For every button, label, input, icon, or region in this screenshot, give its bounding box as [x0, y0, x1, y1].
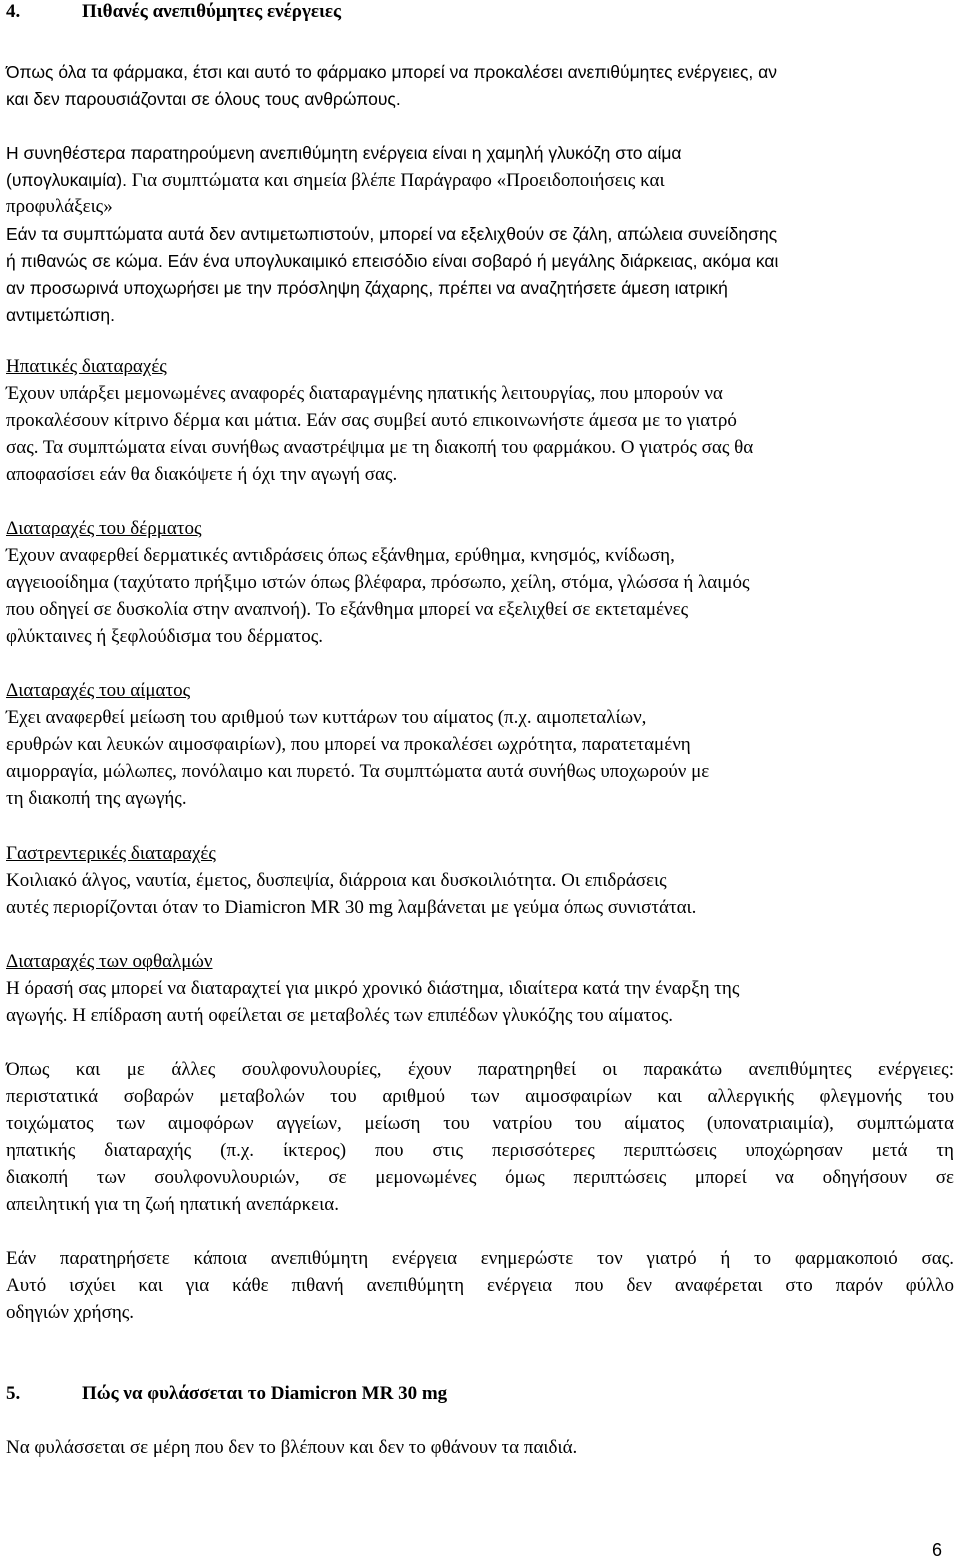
section-4-heading	[6, 0, 341, 24]
notice-line-3: οδηγιών χρήσης.	[6, 1302, 135, 1323]
eye-heading: Διαταραχές των οφθαλμών	[6, 951, 213, 972]
notice-line-1: Εάν παρατηρήσετε κάποια ανεπιθύμητη ενέργεια ενημερώστε τον γιατρό ή το φαρμακοποιό σας.	[6, 1248, 954, 1269]
liver-line-2	[6, 409, 737, 433]
liver-line-2a: προκαλέσουν κίτρινο δέρμα και μάτια.	[6, 410, 302, 431]
blood-line-2: ερυθρών και λευκών αιμοσφαιρίων), που μπορεί να προκαλέσει ωχρότητα, παρατεταμένη	[6, 734, 691, 755]
hypo-line-4: Εάν τα συμπτώματα αυτά δεν αντιμετωπιστούν, μπορεί να εξελιχθούν σε ζάλη, απώλεια συνείδησης	[6, 224, 778, 244]
liver-line-4: αποφασίσει εάν θα διακόψετε ή όχι την αγωγή σας.	[6, 464, 398, 485]
gastro-heading: Γαστρεντερικές διαταραχές	[6, 843, 216, 864]
gastro-line-2: αυτές περιορίζονται όταν το Diamicron MR 30 mg λαμβάνεται με γεύμα όπως συνιστάται.	[6, 897, 697, 918]
gastro-line-1: Κοιλιακό άλγος, ναυτία, έμετος, δυσπεψία, διάρροια και δυσκοιλιότητα. Οι επιδράσεις	[6, 870, 667, 891]
sulfonyl-line-5: διακοπή των σουλφονυλουριών, σε μεμονωμένες όμως περιπτώσεις μπορεί να οδηγήσουν σε	[6, 1167, 954, 1188]
hypo-line-5b: Εάν ένα υπογλυκαιμικό επεισόδιο είναι σοβαρό ή μεγάλης διάρκειας, ακόμα και	[167, 251, 779, 271]
blood-heading: Διαταραχές του αίματος	[6, 680, 191, 701]
skin-line-2: αγγειοοίδημα (ταχύτατο πρήξιμο ιστών όπως βλέφαρα, πρόσωπο, χείλη, στόμα, γλώσσα ή λαιμός	[6, 572, 750, 593]
liver-line-1: Έχουν υπάρξει μεμονωμένες αναφορές διαταραγμένης ηπατικής λειτουργίας, που μπορούν να	[6, 383, 723, 404]
sulfonyl-line-2: περιστατικά σοβαρών μεταβολών του αριθμού των αιμοσφαιρίων και αλλεργικής φλεγμονής του	[6, 1086, 954, 1107]
liver-line-2b: Εάν σας συμβεί αυτό επικοινωνήστε άμεσα με το γιατρό	[306, 410, 737, 431]
section-number: 4.	[6, 1, 21, 22]
hypo-line-1: Η συνηθέστερα παρατηρούμενη ανεπιθύμητη ενέργεια είναι η χαμηλή γλυκόζη στο αίμα	[6, 143, 682, 163]
hypo-line-3: προφυλάξεις»	[6, 196, 113, 217]
skin-line-3: που οδηγεί σε δυσκολία στην αναπνοή). Το εξάνθημα μπορεί να εξελιχθεί σε εκτεταμένες	[6, 599, 689, 620]
eye-line-1: Η όρασή σας μπορεί να διαταραχτεί για μικρό χρονικό διάστημα, ιδιαίτερα κατά την έναρξη της	[6, 978, 740, 999]
hypo-line-7: αντιμετώπιση.	[6, 305, 115, 325]
blood-line-1: Έχει αναφερθεί μείωση του αριθμού των κυττάρων του αίματος (π.χ. αιμοπεταλίων,	[6, 707, 647, 728]
blood-line-3: αιμορραγία, μώλωπες, πονόλαιμο και πυρετό. Τα συμπτώματα αυτά συνήθως υποχωρούν με	[6, 761, 710, 782]
liver-line-3: σας. Τα συμπτώματα είναι συνήθως αναστρέψιμα με τη διακοπή του φαρμάκου. Ο γιατρός σας θα	[6, 437, 754, 458]
skin-heading: Διαταραχές του δέρματος	[6, 518, 202, 539]
liver-heading: Ηπατικές διαταραχές	[6, 356, 167, 377]
hypo-line-5a: ή πιθανώς σε κώμα.	[6, 251, 163, 271]
hypo-line-5	[6, 249, 778, 274]
intro-line-1: Όπως όλα τα φάρμακα, έτσι και αυτό το φάρμακο μπορεί να προκαλέσει ανεπιθύμητες ενέργειες, αν	[6, 62, 777, 82]
hypo-line-2b: Για συμπτώματα και σημεία βλέπε Παράγραφο «Προειδοποιήσεις και	[131, 170, 665, 191]
eye-line-2: αγωγής. Η επίδραση αυτή οφείλεται σε μεταβολές των επιπέδων γλυκόζης του αίματος.	[6, 1005, 674, 1026]
notice-line-2: Αυτό ισχύει και για κάθε πιθανή ανεπιθύμητη ενέργεια που δεν αναφέρεται στο παρόν φύλλο	[6, 1275, 954, 1296]
section-title: Πιθανές ανεπιθύμητες ενέργειες	[82, 1, 341, 22]
page-number: 6	[931, 1540, 942, 1560]
skin-line-4: φλύκταινες ή ξεφλούδισμα του δέρματος.	[6, 626, 324, 647]
sulfonyl-line-4: ηπατικής διαταραχής (π.χ. ίκτερος) που στις περισσότερες περιπτώσεις υποχώρησαν μετά τη	[6, 1140, 954, 1161]
hypo-line-2a: (υπογλυκαιμία).	[6, 170, 127, 190]
intro-line-2: και δεν παρουσιάζονται σε όλους τους ανθρώπους.	[6, 89, 401, 109]
sulfonyl-line-1: Όπως και με άλλες σουλφονυλουρίες, έχουν παρατηρηθεί οι παρακάτω ανεπιθύμητες ενέργειες:	[6, 1059, 954, 1080]
hypo-line-2	[6, 168, 665, 193]
section-title: Πώς να φυλάσσεται το Diamicron MR 30 mg	[82, 1383, 448, 1404]
section-5-heading	[6, 1382, 447, 1406]
section-number: 5.	[6, 1383, 21, 1404]
skin-line-1: Έχουν αναφερθεί δερματικές αντιδράσεις όπως εξάνθημα, ερύθημα, κνησμός, κνίδωση,	[6, 545, 675, 566]
hypo-line-6: αν προσωρινά υποχωρήσει με την πρόσληψη ζάχαρης, πρέπει να αναζητήσετε άμεση ιατρική	[6, 278, 728, 298]
sulfonyl-line-6: απειλητική για τη ζωή ηπατική ανεπάρκεια.	[6, 1194, 339, 1215]
sulfonyl-line-3: τοιχώματος των αιμοφόρων αγγείων, μείωση του νατρίου του αίματος (υπονατριαιμία), συμπτώματα	[6, 1113, 954, 1134]
storage-line-1: Να φυλάσσεται σε μέρη που δεν το βλέπουν και δεν το φθάνουν τα παιδιά.	[6, 1437, 578, 1458]
blood-line-4: τη διακοπή της αγωγής.	[6, 788, 187, 809]
